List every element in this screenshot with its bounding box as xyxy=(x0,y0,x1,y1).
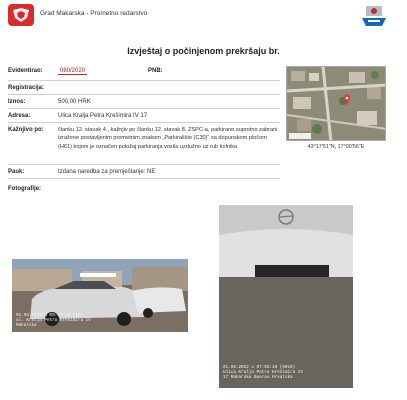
kaznjivo-label: Kažnjivo po: xyxy=(8,127,44,133)
traffic-warden-logo xyxy=(356,4,392,28)
evidentirao-number: 080/2020 xyxy=(60,68,86,74)
registracija-label: Registracija: xyxy=(8,85,45,91)
evidentirao-row xyxy=(8,68,280,77)
adresa-label: Adresa: xyxy=(8,113,31,119)
stamp-line: 01.08.2022 u 07:55:10 (0010) xyxy=(223,365,296,370)
location-map xyxy=(286,66,386,141)
pnb-label: PNB: xyxy=(148,68,163,74)
iznos-value: 500,00 HRK xyxy=(58,99,91,105)
adresa-value: Ulica Kralja Petra Krešimira IV 17 xyxy=(58,113,148,119)
pauk-label: Pauk: xyxy=(8,169,25,175)
divider xyxy=(8,164,280,165)
divider xyxy=(8,94,280,95)
fotografije-label: Fotografije: xyxy=(8,186,41,192)
map-coordinates: 43°17'51"N, 17°00'56"E xyxy=(307,144,365,150)
evidentirao-label: Evidentirao: xyxy=(8,68,43,74)
divider xyxy=(8,178,280,179)
divider xyxy=(8,122,280,123)
city-coat-of-arms-logo xyxy=(8,4,34,26)
pauk-value: Izdana naredba za premještanje: NE xyxy=(58,169,156,175)
parked-car-photo-rear xyxy=(219,205,353,388)
document-title: Izvještaj o počinjenom prekršaju br. xyxy=(127,46,280,56)
stamp-line: Ulica Kralja Petra Krešimira IV xyxy=(223,370,303,376)
divider xyxy=(8,80,280,81)
stamp-line: ul. Kralja Petra Krešimira IV xyxy=(16,318,91,324)
parked-car-photo-side xyxy=(12,259,188,332)
satellite-map-image xyxy=(287,67,386,141)
stamp-line: 01.08.2022 u 09:53:03 (ID) xyxy=(16,313,84,318)
divider xyxy=(8,108,280,109)
kaznjivo-value: članku 12. stavak 4., kažnjiv po članku 12. stavak 8. ZSPC-a, parkirano suprotno zabrani izražene postavljenim prometnim znakom „Parkiralište (C30)“ sa dopunskom pločom (H61) kojom je označen položaj parkiranja vozila uzdužno uz rub kolnika xyxy=(58,127,278,150)
document-header xyxy=(8,4,400,28)
stamp-line: 17 Makarska Buerau Hrvatska xyxy=(223,375,293,381)
photo-timestamp-overlay xyxy=(16,313,91,329)
iznos-label: Iznos: xyxy=(8,99,26,105)
organization-name: Grad Makarska - Prometno redarstvo xyxy=(40,10,148,17)
stamp-line: Makarska xyxy=(16,323,37,329)
evidentirao-value xyxy=(58,68,87,74)
photo-timestamp-overlay xyxy=(223,365,303,381)
